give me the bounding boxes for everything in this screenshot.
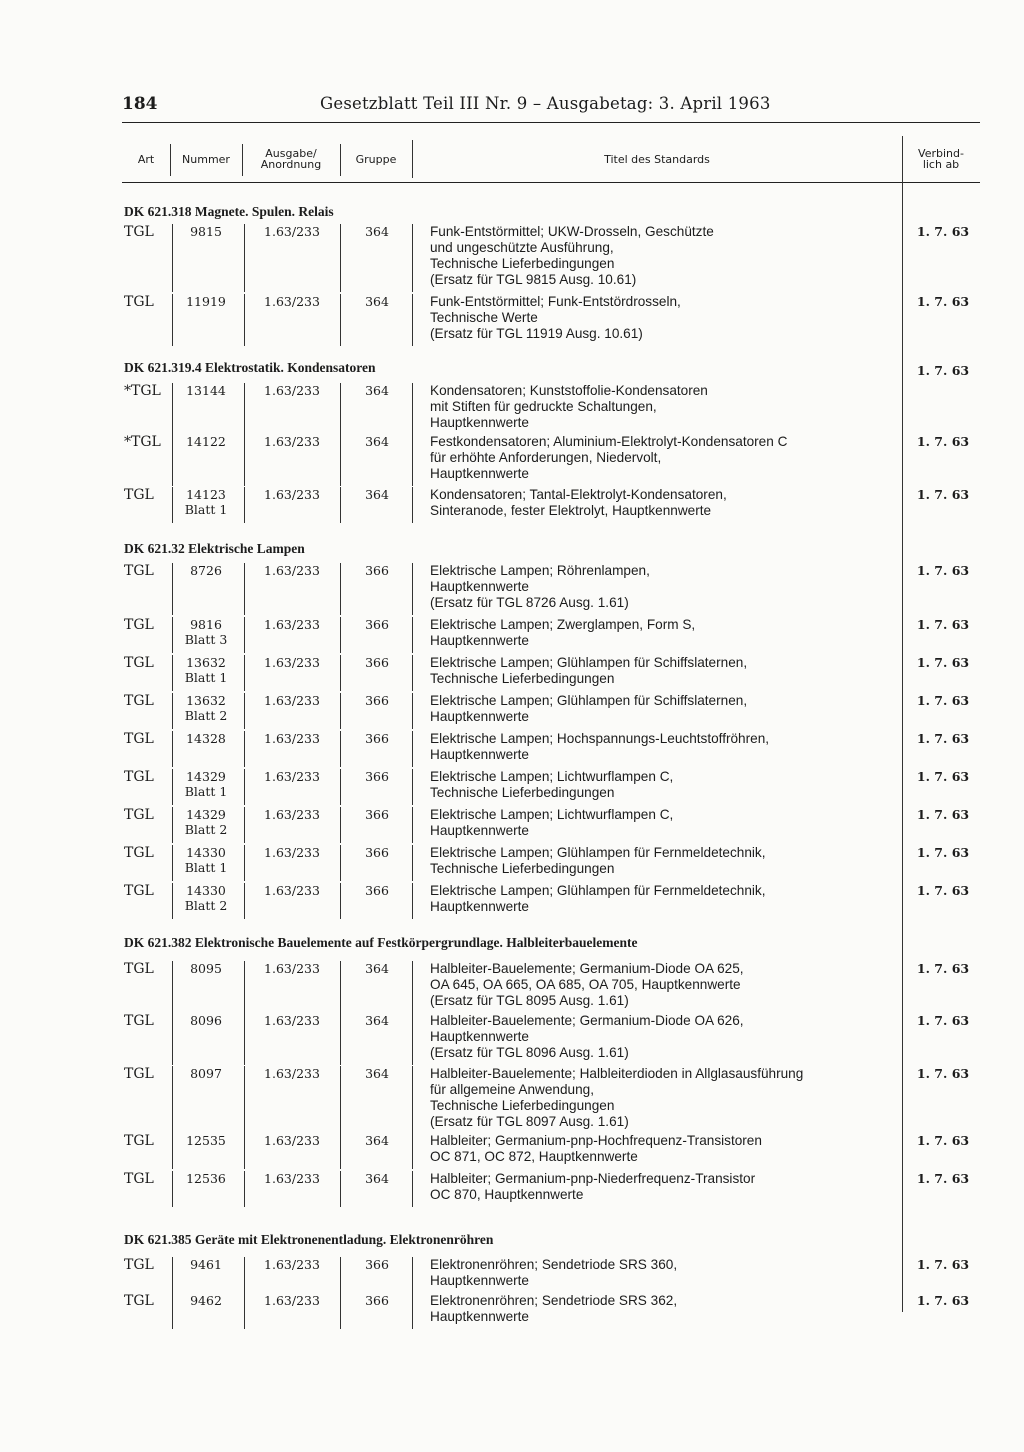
section-title: DK 621.32 Elektrische Lampen <box>124 541 305 556</box>
header-rule <box>122 122 980 123</box>
art-cell: TGL <box>124 487 154 503</box>
art-cell: *TGL <box>124 383 161 399</box>
title-cell <box>430 1257 900 1289</box>
gruppe-cell: 364 <box>365 961 389 976</box>
verbindlich-date: 1. 7. 63 <box>916 1066 970 1081</box>
title-cell <box>430 1171 900 1203</box>
title-line: Festkondensatoren; Aluminium-Elektrolyt-Kondensatoren C <box>430 434 788 449</box>
title-line: OC 870, Hauptkennwerte <box>430 1187 584 1202</box>
title-line: Elektrische Lampen; Glühlampen für Schiffslaternen, <box>430 693 748 708</box>
gruppe-cell: 366 <box>365 731 389 746</box>
title-line: Elektrische Lampen; Glühlampen für Fernmeldetechnik, <box>430 883 766 898</box>
gruppe-cell: 364 <box>365 383 389 398</box>
title-cell <box>430 434 900 482</box>
column-header-verbindlich: Verbind- lich ab <box>902 136 980 183</box>
title-cell <box>430 487 900 519</box>
title-line: Halbleiter; Germanium-pnp-Niederfrequenz-Transistor <box>430 1171 756 1186</box>
verbindlich-date: 1. 7. 63 <box>916 845 970 860</box>
art-cell: TGL <box>124 617 154 633</box>
title-line: Hauptkennwerte <box>430 415 529 430</box>
blatt-value: Blatt 1 <box>184 502 228 517</box>
verbindlich-date: 1. 7. 63 <box>916 1257 970 1272</box>
nummer-cell <box>170 845 242 875</box>
title-line: Kondensatoren; Tantal-Elektrolyt-Kondensatoren, <box>430 487 727 502</box>
nummer-cell <box>170 383 242 398</box>
title-line: Funk-Entstörmittel; Funk-Entstördrosseln, <box>430 294 681 309</box>
ausgabe-cell: 1.63/233 <box>264 655 320 670</box>
ausgabe-cell: 1.63/233 <box>264 563 320 578</box>
gruppe-cell: 366 <box>365 655 389 670</box>
title-cell <box>430 224 900 288</box>
verbindlich-date: 1. 7. 63 <box>916 224 970 239</box>
ausgabe-cell: 1.63/233 <box>264 1066 320 1081</box>
nummer-cell <box>170 1133 242 1148</box>
ausgabe-cell: 1.63/233 <box>264 224 320 239</box>
nummer-value: 14123 <box>186 487 226 502</box>
nummer-cell <box>170 655 242 685</box>
art-cell: TGL <box>124 294 154 310</box>
ausgabe-cell: 1.63/233 <box>264 1257 320 1272</box>
gruppe-cell: 366 <box>365 563 389 578</box>
title-line: Technische Lieferbedingungen <box>430 785 615 800</box>
title-line: Hauptkennwerte <box>430 633 529 648</box>
title-line: Elektrische Lampen; Lichtwurflampen C, <box>430 769 674 784</box>
title-line: Hauptkennwerte <box>430 466 529 481</box>
blatt-value: Blatt 2 <box>184 898 228 913</box>
title-cell <box>430 731 900 763</box>
title-cell <box>430 383 900 431</box>
gruppe-cell: 364 <box>365 434 389 449</box>
column-header-ausgabe: Ausgabe/ Anordnung <box>242 136 340 183</box>
nummer-value: 13144 <box>186 383 226 398</box>
art-cell: TGL <box>124 807 154 823</box>
ausgabe-cell: 1.63/233 <box>264 961 320 976</box>
ausgabe-cell: 1.63/233 <box>264 383 320 398</box>
title-line: mit Stiften für gedruckte Schaltungen, <box>430 399 657 414</box>
nummer-cell <box>170 1171 242 1186</box>
verbindlich-date: 1. 7. 63 <box>916 883 970 898</box>
gruppe-cell: 366 <box>365 693 389 708</box>
nummer-value: 13632 <box>186 693 226 708</box>
title-line: Hauptkennwerte <box>430 1309 529 1324</box>
ausgabe-cell: 1.63/233 <box>264 693 320 708</box>
nummer-value: 9461 <box>190 1257 222 1272</box>
nummer-cell <box>170 487 242 517</box>
art-cell: TGL <box>124 693 154 709</box>
gruppe-cell: 364 <box>365 1066 389 1081</box>
title-line: Hauptkennwerte <box>430 823 529 838</box>
gruppe-cell: 364 <box>365 1171 389 1186</box>
column-header-nummer: Nummer <box>170 136 242 183</box>
nummer-cell <box>170 1293 242 1308</box>
nummer-value: 14329 <box>186 807 226 822</box>
nummer-cell <box>170 693 242 723</box>
title-cell <box>430 845 900 877</box>
column-header-titel: Titel des Standards <box>412 136 902 183</box>
title-cell <box>430 1133 900 1165</box>
nummer-cell <box>170 617 242 647</box>
title-line: Hauptkennwerte <box>430 579 529 594</box>
nummer-value: 8726 <box>190 563 222 578</box>
ausgabe-cell: 1.63/233 <box>264 294 320 309</box>
ausgabe-cell: 1.63/233 <box>264 1171 320 1186</box>
section-title: DK 621.382 Elektronische Bauelemente auf Festkörpergrundlage. Halbleiterbauelemente <box>124 935 638 950</box>
title-line: Elektrische Lampen; Glühlampen für Fernmeldetechnik, <box>430 845 766 860</box>
column-header-art: Art <box>122 136 170 183</box>
blatt-value: Blatt 2 <box>184 708 228 723</box>
art-cell: TGL <box>124 1257 154 1273</box>
gruppe-cell: 364 <box>365 224 389 239</box>
title-cell <box>430 655 900 687</box>
art-cell: TGL <box>124 1171 154 1187</box>
nummer-value: 9462 <box>190 1293 222 1308</box>
nummer-cell <box>170 1013 242 1028</box>
title-line: (Ersatz für TGL 11919 Ausg. 10.61) <box>430 326 643 341</box>
title-line: (Ersatz für TGL 8097 Ausg. 1.61) <box>430 1114 629 1129</box>
title-cell <box>430 1013 900 1061</box>
title-cell <box>430 807 900 839</box>
title-line: Elektronenröhren; Sendetriode SRS 362, <box>430 1293 678 1308</box>
header-divider <box>412 140 413 178</box>
nummer-value: 8097 <box>190 1066 222 1081</box>
page-header <box>122 94 982 120</box>
nummer-cell <box>170 769 242 799</box>
verbindlich-date: 1. 7. 63 <box>916 1013 970 1028</box>
art-cell: *TGL <box>124 434 161 450</box>
running-head: Gesetzblatt Teil III Nr. 9 – Ausgabetag: 3. April 1963 <box>320 94 771 113</box>
nummer-cell <box>170 883 242 913</box>
title-line: OC 871, OC 872, Hauptkennwerte <box>430 1149 638 1164</box>
title-cell <box>430 693 900 725</box>
ausgabe-cell: 1.63/233 <box>264 1293 320 1308</box>
title-line: Technische Lieferbedingungen <box>430 256 615 271</box>
art-cell: TGL <box>124 1013 154 1029</box>
nummer-value: 12536 <box>186 1171 226 1186</box>
verbindlich-date: 1. 7. 63 <box>916 655 970 670</box>
title-line: Halbleiter-Bauelemente; Germanium-Diode OA 626, <box>430 1013 744 1028</box>
verbindlich-date: 1. 7. 63 <box>916 294 970 309</box>
verbindlich-date: 1. 7. 63 <box>916 769 970 784</box>
blatt-value: Blatt 1 <box>184 784 228 799</box>
nummer-value: 11919 <box>186 294 226 309</box>
title-line: Elektrische Lampen; Zwerglampen, Form S, <box>430 617 696 632</box>
nummer-value: 14122 <box>186 434 226 449</box>
art-cell: TGL <box>124 1066 154 1082</box>
art-cell: TGL <box>124 224 154 240</box>
title-line: Technische Lieferbedingungen <box>430 861 615 876</box>
nummer-cell <box>170 224 242 239</box>
art-cell: TGL <box>124 1133 154 1149</box>
title-line: Elektrische Lampen; Glühlampen für Schiffslaternen, <box>430 655 748 670</box>
art-cell: TGL <box>124 563 154 579</box>
title-line: Hauptkennwerte <box>430 899 529 914</box>
title-line: Hauptkennwerte <box>430 747 529 762</box>
page-number: 184 <box>122 94 158 114</box>
ausgabe-cell: 1.63/233 <box>264 769 320 784</box>
blatt-value: Blatt 3 <box>184 632 228 647</box>
art-cell: TGL <box>124 961 154 977</box>
nummer-value: 14330 <box>186 845 226 860</box>
title-cell <box>430 563 900 611</box>
nummer-value: 14329 <box>186 769 226 784</box>
gruppe-cell: 364 <box>365 1013 389 1028</box>
gruppe-cell: 366 <box>365 617 389 632</box>
title-line: Halbleiter; Germanium-pnp-Hochfrequenz-Transistoren <box>430 1133 762 1148</box>
nummer-cell <box>170 731 242 746</box>
title-line: Elektrische Lampen; Lichtwurflampen C, <box>430 807 674 822</box>
blatt-value: Blatt 2 <box>184 822 228 837</box>
ausgabe-cell: 1.63/233 <box>264 807 320 822</box>
title-cell <box>430 1066 900 1130</box>
title-line: Kondensatoren; Kunststoffolie-Kondensatoren <box>430 383 708 398</box>
verbindlich-date: 1. 7. 63 <box>916 1171 970 1186</box>
gruppe-cell: 366 <box>365 1257 389 1272</box>
title-cell <box>430 1293 900 1325</box>
nummer-value: 9815 <box>190 224 222 239</box>
gruppe-cell: 366 <box>365 807 389 822</box>
title-line: Sinteranode, fester Elektrolyt, Hauptkennwerte <box>430 503 712 518</box>
title-line: für erhöhte Anforderungen, Niedervolt, <box>430 450 662 465</box>
title-line: Funk-Entstörmittel; UKW-Drosseln, Geschützte <box>430 224 714 239</box>
art-cell: TGL <box>124 845 154 861</box>
title-line: (Ersatz für TGL 8096 Ausg. 1.61) <box>430 1045 629 1060</box>
title-line: Elektronenröhren; Sendetriode SRS 360, <box>430 1257 678 1272</box>
ausgabe-cell: 1.63/233 <box>264 731 320 746</box>
ausgabe-cell: 1.63/233 <box>264 845 320 860</box>
column-header-gruppe: Gruppe <box>340 136 412 183</box>
title-cell <box>430 883 900 915</box>
title-line: (Ersatz für TGL 8095 Ausg. 1.61) <box>430 993 629 1008</box>
gruppe-cell: 364 <box>365 294 389 309</box>
title-line: Elektrische Lampen; Röhrenlampen, <box>430 563 650 578</box>
nummer-cell <box>170 807 242 837</box>
ausgabe-cell: 1.63/233 <box>264 1013 320 1028</box>
section-title: DK 621.319.4 Elektrostatik. Kondensatoren <box>124 360 376 375</box>
ausgabe-cell: 1.63/233 <box>264 617 320 632</box>
nummer-cell <box>170 961 242 976</box>
title-line: Hauptkennwerte <box>430 1029 529 1044</box>
blatt-value: Blatt 1 <box>184 670 228 685</box>
title-line: und ungeschützte Ausführung, <box>430 240 614 255</box>
art-cell: TGL <box>124 731 154 747</box>
gruppe-cell: 366 <box>365 883 389 898</box>
section-date: 1. 7. 63 <box>916 363 970 378</box>
title-cell <box>430 961 900 1009</box>
nummer-value: 8095 <box>190 961 222 976</box>
verbindlich-date: 1. 7. 63 <box>916 961 970 976</box>
title-line: (Ersatz für TGL 8726 Ausg. 1.61) <box>430 595 629 610</box>
nummer-cell <box>170 1066 242 1081</box>
art-cell: TGL <box>124 655 154 671</box>
art-cell: TGL <box>124 1293 154 1309</box>
verbindlich-date: 1. 7. 63 <box>916 434 970 449</box>
nummer-value: 8096 <box>190 1013 222 1028</box>
title-line: Technische Lieferbedingungen <box>430 1098 615 1113</box>
title-line: Halbleiter-Bauelemente; Germanium-Diode OA 625, <box>430 961 744 976</box>
title-cell <box>430 294 900 342</box>
title-line: für allgemeine Anwendung, <box>430 1082 594 1097</box>
section-title: DK 621.318 Magnete. Spulen. Relais <box>124 204 334 219</box>
date-column-rule <box>902 182 903 1312</box>
nummer-value: 12535 <box>186 1133 226 1148</box>
title-line: Technische Lieferbedingungen <box>430 671 615 686</box>
nummer-cell <box>170 434 242 449</box>
nummer-value: 14328 <box>186 731 226 746</box>
header-divider <box>902 136 903 182</box>
verbindlich-date: 1. 7. 63 <box>916 731 970 746</box>
verbindlich-date: 1. 7. 63 <box>916 693 970 708</box>
section-title: DK 621.385 Geräte mit Elektronenentladung. Elektronenröhren <box>124 1232 494 1247</box>
title-cell <box>430 617 900 649</box>
verbindlich-date: 1. 7. 63 <box>916 487 970 502</box>
nummer-cell <box>170 563 242 578</box>
art-cell: TGL <box>124 769 154 785</box>
gruppe-cell: 366 <box>365 1293 389 1308</box>
ausgabe-cell: 1.63/233 <box>264 487 320 502</box>
title-line: Hauptkennwerte <box>430 1273 529 1288</box>
title-line: Technische Werte <box>430 310 538 325</box>
title-line: OA 645, OA 665, OA 685, OA 705, Hauptkennwerte <box>430 977 741 992</box>
header-divider <box>170 144 171 176</box>
header-divider <box>340 144 341 176</box>
gruppe-cell: 366 <box>365 845 389 860</box>
nummer-value: 13632 <box>186 655 226 670</box>
blatt-value: Blatt 1 <box>184 860 228 875</box>
art-cell: TGL <box>124 883 154 899</box>
ausgabe-cell: 1.63/233 <box>264 883 320 898</box>
nummer-value: 9816 <box>190 617 222 632</box>
verbindlich-date: 1. 7. 63 <box>916 617 970 632</box>
ausgabe-cell: 1.63/233 <box>264 434 320 449</box>
nummer-value: 14330 <box>186 883 226 898</box>
title-line: Halbleiter-Bauelemente; Halbleiterdioden in Allglasausführung <box>430 1066 804 1081</box>
gruppe-cell: 366 <box>365 769 389 784</box>
gruppe-cell: 364 <box>365 487 389 502</box>
nummer-cell <box>170 294 242 309</box>
verbindlich-date: 1. 7. 63 <box>916 1133 970 1148</box>
header-divider <box>242 144 243 176</box>
gruppe-cell: 364 <box>365 1133 389 1148</box>
verbindlich-date: 1. 7. 63 <box>916 1293 970 1308</box>
title-cell <box>430 769 900 801</box>
verbindlich-date: 1. 7. 63 <box>916 807 970 822</box>
title-line: Elektrische Lampen; Hochspannungs-Leuchtstoffröhren, <box>430 731 770 746</box>
verbindlich-date: 1. 7. 63 <box>916 563 970 578</box>
ausgabe-cell: 1.63/233 <box>264 1133 320 1148</box>
nummer-cell <box>170 1257 242 1272</box>
title-line: (Ersatz für TGL 9815 Ausg. 10.61) <box>430 272 637 287</box>
title-line: Hauptkennwerte <box>430 709 529 724</box>
